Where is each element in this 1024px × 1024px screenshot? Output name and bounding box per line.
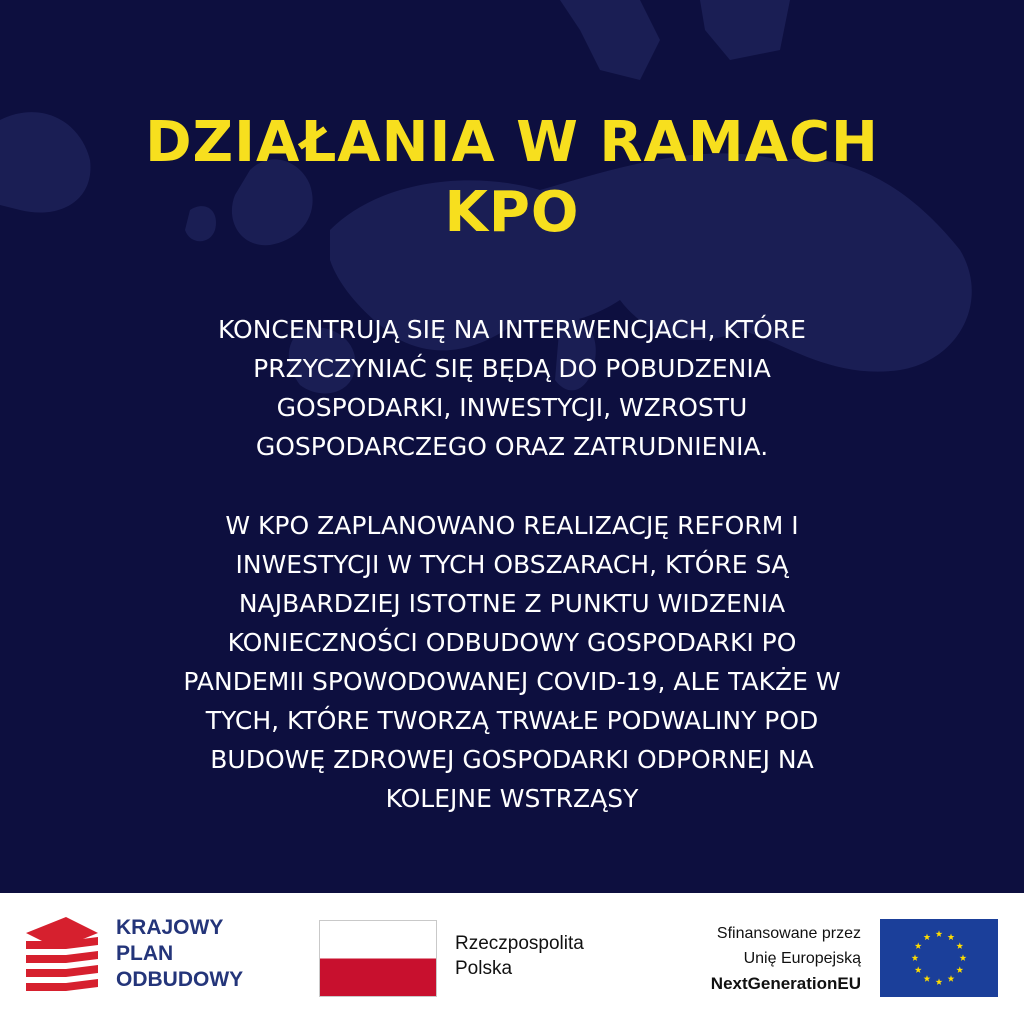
eu-text-line: Unię Europejską <box>743 950 861 967</box>
text-line: GOSPODARKI, INWESTYCJI, WZROSTU <box>276 393 748 422</box>
title-line: DZIAŁANIA W RAMACH <box>145 110 879 175</box>
text-line: KONCENTRUJĄ SIĘ NA INTERWENCJACH, KTÓRE <box>218 315 806 344</box>
text-line: W KPO ZAPLANOWANO REALIZACJĘ REFORM I <box>225 511 799 540</box>
poland-flag-icon <box>319 920 437 997</box>
eu-funding-text <box>711 921 861 996</box>
text-line: PRZYCZYNIAĆ SIĘ BĘDĄ DO POBUDZENIA <box>253 354 771 383</box>
eu-text-line: Sfinansowane przez <box>716 925 861 942</box>
kpo-logo-icon <box>26 917 98 997</box>
text-line: INWESTYCJI W TYCH OBSZARACH, KTÓRE SĄ <box>235 550 789 579</box>
text-line: PANDEMII SPOWODOWANEJ COVID-19, ALE TAKŻE W <box>183 667 841 696</box>
funding-footer <box>0 893 1024 1024</box>
poland-text-line: Rzeczpospolita <box>455 933 584 954</box>
eu-flag-icon <box>880 919 998 997</box>
text-line: KOLEJNE WSTRZĄSY <box>385 784 639 813</box>
kpo-logo-text <box>116 915 243 993</box>
eu-text-line: NextGenerationEU <box>710 974 861 993</box>
text-line: NAJBARDZIEJ ISTOTNE Z PUNKTU WIDZENIA <box>238 589 786 618</box>
page-title <box>40 108 984 248</box>
paragraph-intro <box>100 310 924 466</box>
kpo-text-line: PLAN <box>116 942 174 965</box>
text-line: BUDOWĘ ZDROWEJ GOSPODARKI ODPORNEJ NA <box>210 745 814 774</box>
paragraph-details <box>100 506 924 818</box>
text-line: KONIECZNOŚCI ODBUDOWY GOSPODARKI PO <box>227 628 797 657</box>
poland-text-line: Polska <box>455 958 513 979</box>
kpo-text-line: ODBUDOWY <box>116 968 244 991</box>
kpo-text-line: KRAJOWY <box>116 916 224 939</box>
title-line: KPO <box>444 180 580 245</box>
text-line: TYCH, KTÓRE TWORZĄ TRWAŁE PODWALINY POD <box>205 706 819 735</box>
text-line: GOSPODARCZEGO ORAZ ZATRUDNIENIA. <box>255 432 769 461</box>
poland-logo-text <box>455 931 584 981</box>
